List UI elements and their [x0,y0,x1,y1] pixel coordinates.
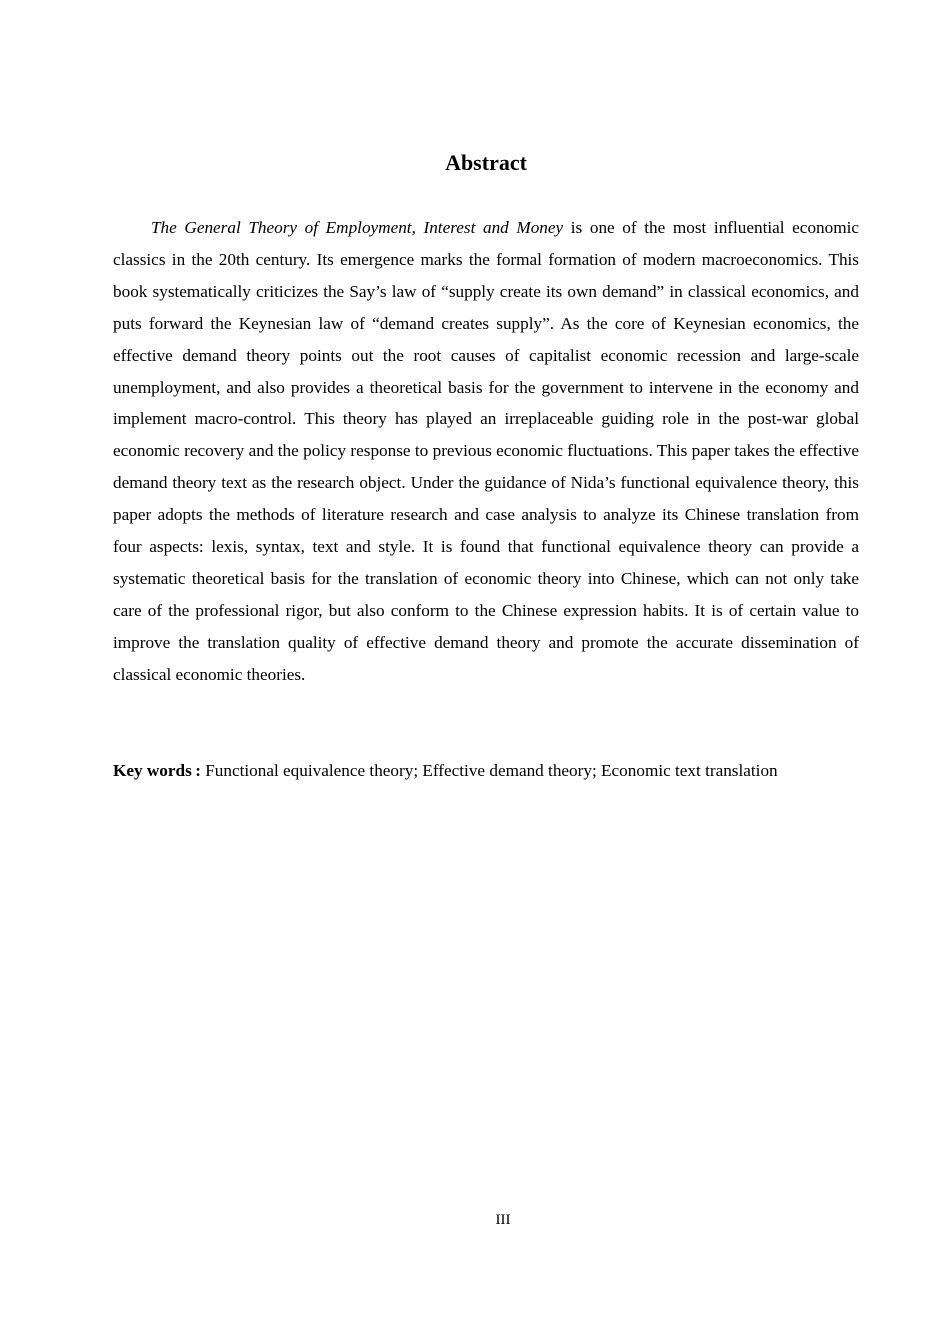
keywords-label: Key words : [113,761,201,780]
keywords-text: Functional equivalence theory; Effective demand theory; Economic text translation [200,761,778,780]
book-title: The General Theory of Employment, Interest and Money [151,218,564,237]
abstract-text: is one of the most influential economic classics in the 20th century. Its emergence marks the formal formation of modern macroeconomics. This book systematically criticizes the Say’s law of “supply create its own demand” in classical economics, and puts forward the Keynesian law of “demand creates supply”. As the core of Keynesian economics, the effective demand theory points out the root causes of capitalist economic recession and large-scale unemployment, and also provides a theoretical basis for the government to intervene in the economy and implement macro-control. This theory has played an irreplaceable guiding role in the post-war global economic recovery and the policy response to previous economic fluctuations. This paper takes the effective demand theory text as the research object. Under the guidance of Nida’s functional equivalence theory, this paper adopts the methods of literature research and case analysis to analyze its Chinese translation from four aspects: lexis, syntax, text and style. It is found that functional equivalence theory can provide a systematic theoretical basis for the translation of economic theory into Chinese, which can not only take care of the professional rigor, but also conform to the Chinese expression habits. It is of certain value to improve the translation quality of effective demand theory and promote the accurate dissemination of classical economic theories. [113,218,859,684]
abstract-paragraph [113,212,859,691]
keywords-paragraph [113,755,859,787]
abstract-heading: Abstract [445,150,527,175]
page-number: III [495,1212,511,1228]
